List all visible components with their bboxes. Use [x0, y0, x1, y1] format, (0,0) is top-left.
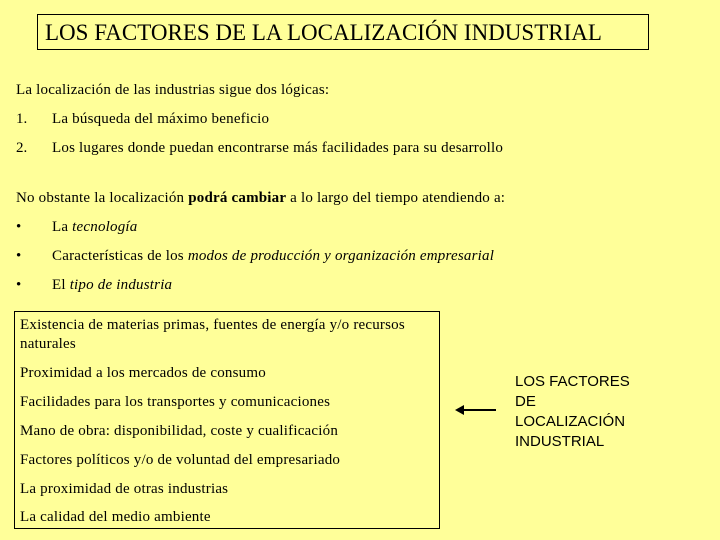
- factors-label-line-1: LOS FACTORES: [515, 373, 630, 390]
- page-title: LOS FACTORES DE LA LOCALIZACIÓN INDUSTRIAL: [37, 14, 649, 50]
- bullet-1-plain: La: [52, 219, 73, 235]
- left-arrow-icon: [454, 400, 498, 420]
- factors-label-line-4: INDUSTRIAL: [515, 433, 605, 450]
- bullet-2-plain: Características de los: [52, 248, 188, 264]
- change-after: a lo largo del tiempo atendiendo a:: [286, 190, 506, 206]
- factors-label: [515, 372, 655, 452]
- bullet-item-3: [52, 277, 172, 294]
- factors-label-line-2: DE: [515, 393, 536, 410]
- change-bold: podrá cambiar: [188, 190, 287, 206]
- factor-item-7: La calidad del medio ambiente: [20, 509, 211, 525]
- factor-item-4: Mano de obra: disponibilidad, coste y cualificación: [20, 423, 339, 439]
- bullet-1-italic: tecnología: [72, 219, 138, 235]
- numbered-marker-2: 2.: [16, 140, 28, 156]
- bullet-item-1: [52, 219, 138, 236]
- factor-item-1: Existencia de materias primas, fuentes de energía y/o recursos naturales: [20, 317, 405, 352]
- bullet-2-italic: modos de producción y organización empresarial: [187, 248, 495, 264]
- bullet-marker-1: •: [16, 219, 22, 235]
- bullet-3-plain: El: [52, 277, 70, 293]
- intro-text: La localización de las industrias sigue dos lógicas:: [16, 82, 330, 98]
- bullet-marker-2: •: [16, 248, 22, 264]
- factors-label-line-3: LOCALIZACIÓN: [515, 413, 626, 430]
- factor-item-6: La proximidad de otras industrias: [20, 481, 229, 497]
- numbered-marker-1: 1.: [16, 111, 28, 127]
- numbered-item-2: Los lugares donde puedan encontrarse más facilidades para su desarrollo: [52, 140, 504, 156]
- bullet-item-2: [52, 248, 494, 265]
- bullet-3-italic: tipo de industria: [69, 277, 173, 293]
- factor-item-2: Proximidad a los mercados de consumo: [20, 365, 266, 381]
- bullet-marker-3: •: [16, 277, 22, 293]
- factors-box: [14, 311, 440, 529]
- numbered-item-1: La búsqueda del máximo beneficio: [52, 111, 270, 127]
- change-sentence: [16, 190, 505, 207]
- factor-item-5: Factores políticos y/o de voluntad del empresariado: [20, 452, 341, 468]
- factor-item-3: Facilidades para los transportes y comunicaciones: [20, 394, 331, 410]
- change-before: No obstante la localización: [16, 190, 189, 206]
